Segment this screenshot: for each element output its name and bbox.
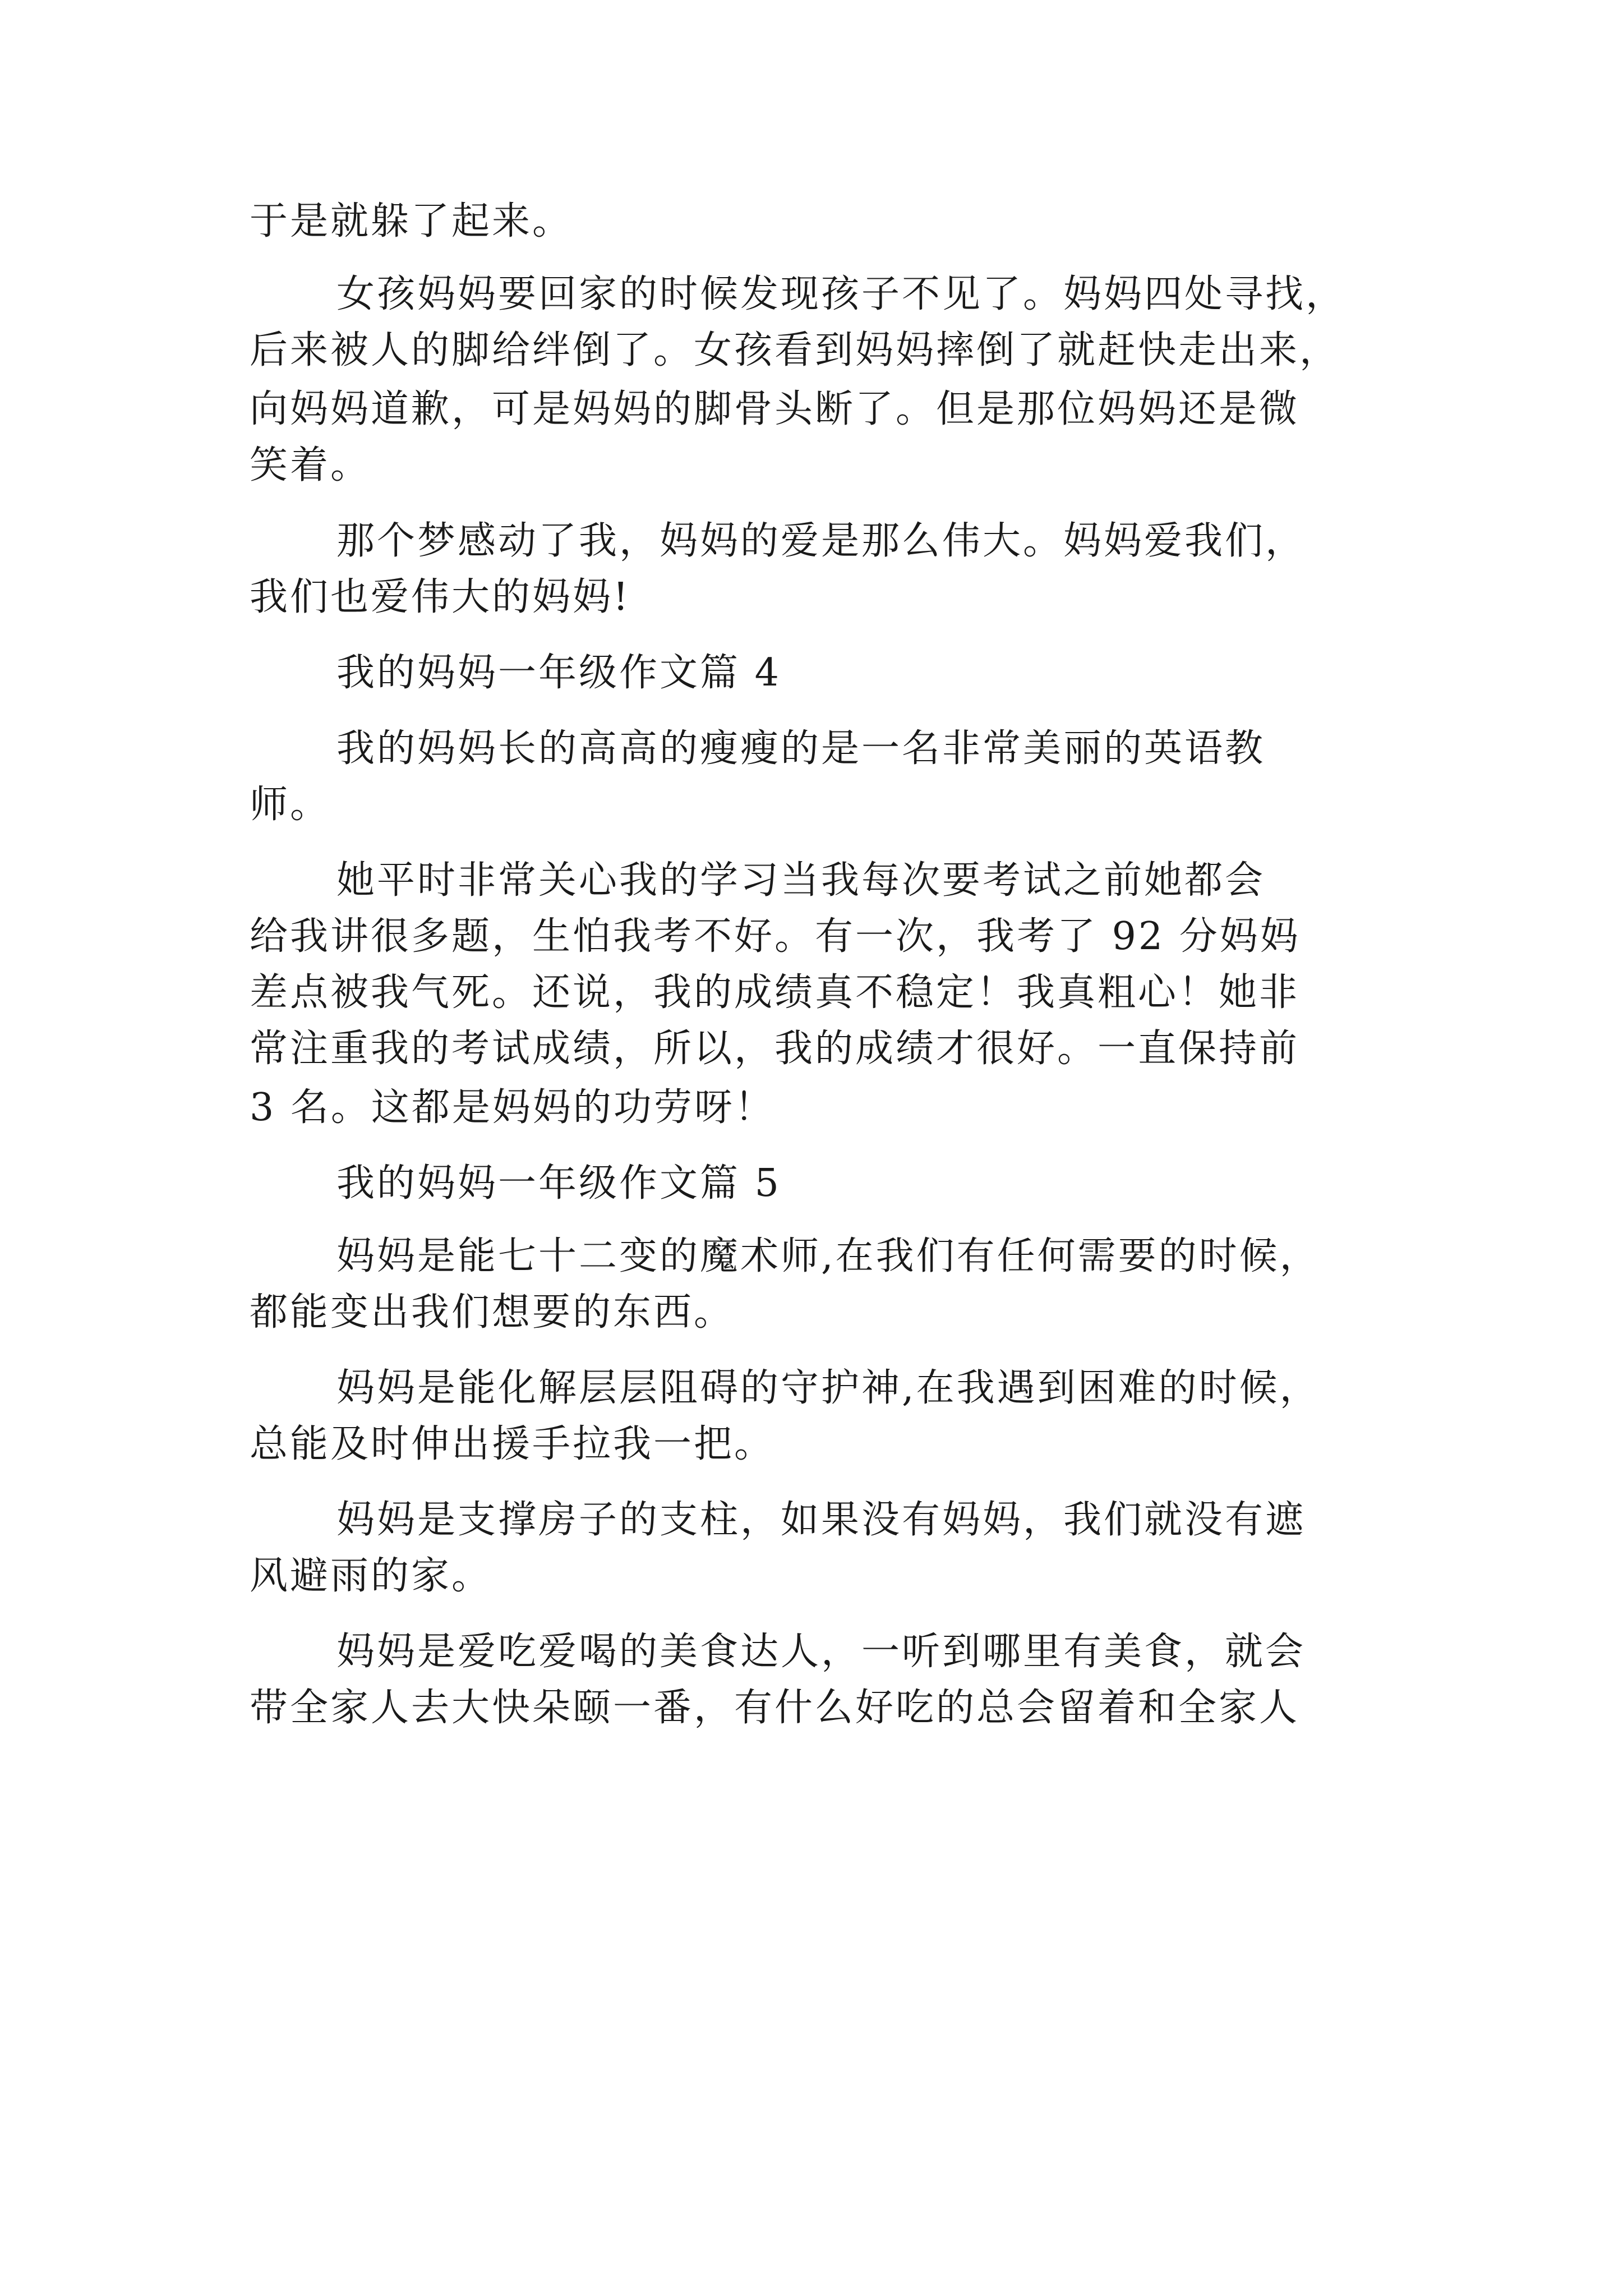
- text-line: 带全家人去大快朵颐一番，有什么好吃的总会留着和全家人: [250, 1686, 1300, 1730]
- text-line: 妈妈是支撑房子的支柱，如果没有妈妈，我们就没有遮: [336, 1498, 1306, 1542]
- text-line: 妈妈是能化解层层阻碍的守护神,在我遇到困难的时候，: [336, 1366, 1320, 1410]
- text-line: 3 名。这都是妈妈的功劳呀！: [250, 1085, 775, 1130]
- text-line: 风避雨的家。: [250, 1554, 492, 1598]
- text-line: 总能及时伸出援手拉我一把。: [250, 1422, 775, 1466]
- text-line: 差点被我气死。还说，我的成绩真不稳定！我真粗心！她非: [250, 970, 1300, 1015]
- text-line: 笑着。: [250, 443, 371, 487]
- text-line: 她平时非常关心我的学习当我每次要考试之前她都会: [336, 858, 1266, 903]
- text-line: 妈妈是爱吃爱喝的美食达人，一听到哪里有美食，就会: [336, 1630, 1306, 1674]
- text-line: 常注重我的考试成绩，所以，我的成绩才很好。一直保持前: [250, 1027, 1300, 1071]
- text-line: 我们也爱伟大的妈妈!: [250, 575, 631, 619]
- text-line: 女孩妈妈要回家的时候发现孩子不见了。妈妈四处寻找，: [336, 272, 1347, 316]
- section-heading: 我的妈妈一年级作文篇 5: [336, 1161, 781, 1205]
- text-line: 师。: [250, 783, 331, 827]
- text-line: 我的妈妈长的高高的瘦瘦的是一名非常美丽的英语教: [336, 726, 1266, 771]
- text-line: 那个梦感动了我，妈妈的爱是那么伟大。妈妈爱我们，: [336, 519, 1306, 563]
- text-line: 于是就躲了起来。: [250, 199, 573, 243]
- section-heading: 我的妈妈一年级作文篇 4: [336, 651, 781, 695]
- text-line: 后来被人的脚给绊倒了。女孩看到妈妈摔倒了就赶快走出来，: [250, 328, 1340, 372]
- text-line: 妈妈是能七十二变的魔术师,在我们有任何需要的时候，: [336, 1234, 1320, 1278]
- text-line: 都能变出我们想要的东西。: [250, 1290, 735, 1335]
- text-line: 给我讲很多题，生怕我考不好。有一次，我考了 92 分妈妈: [250, 914, 1301, 959]
- text-line: 向妈妈道歉，可是妈妈的脚骨头断了。但是那位妈妈还是微: [250, 387, 1300, 431]
